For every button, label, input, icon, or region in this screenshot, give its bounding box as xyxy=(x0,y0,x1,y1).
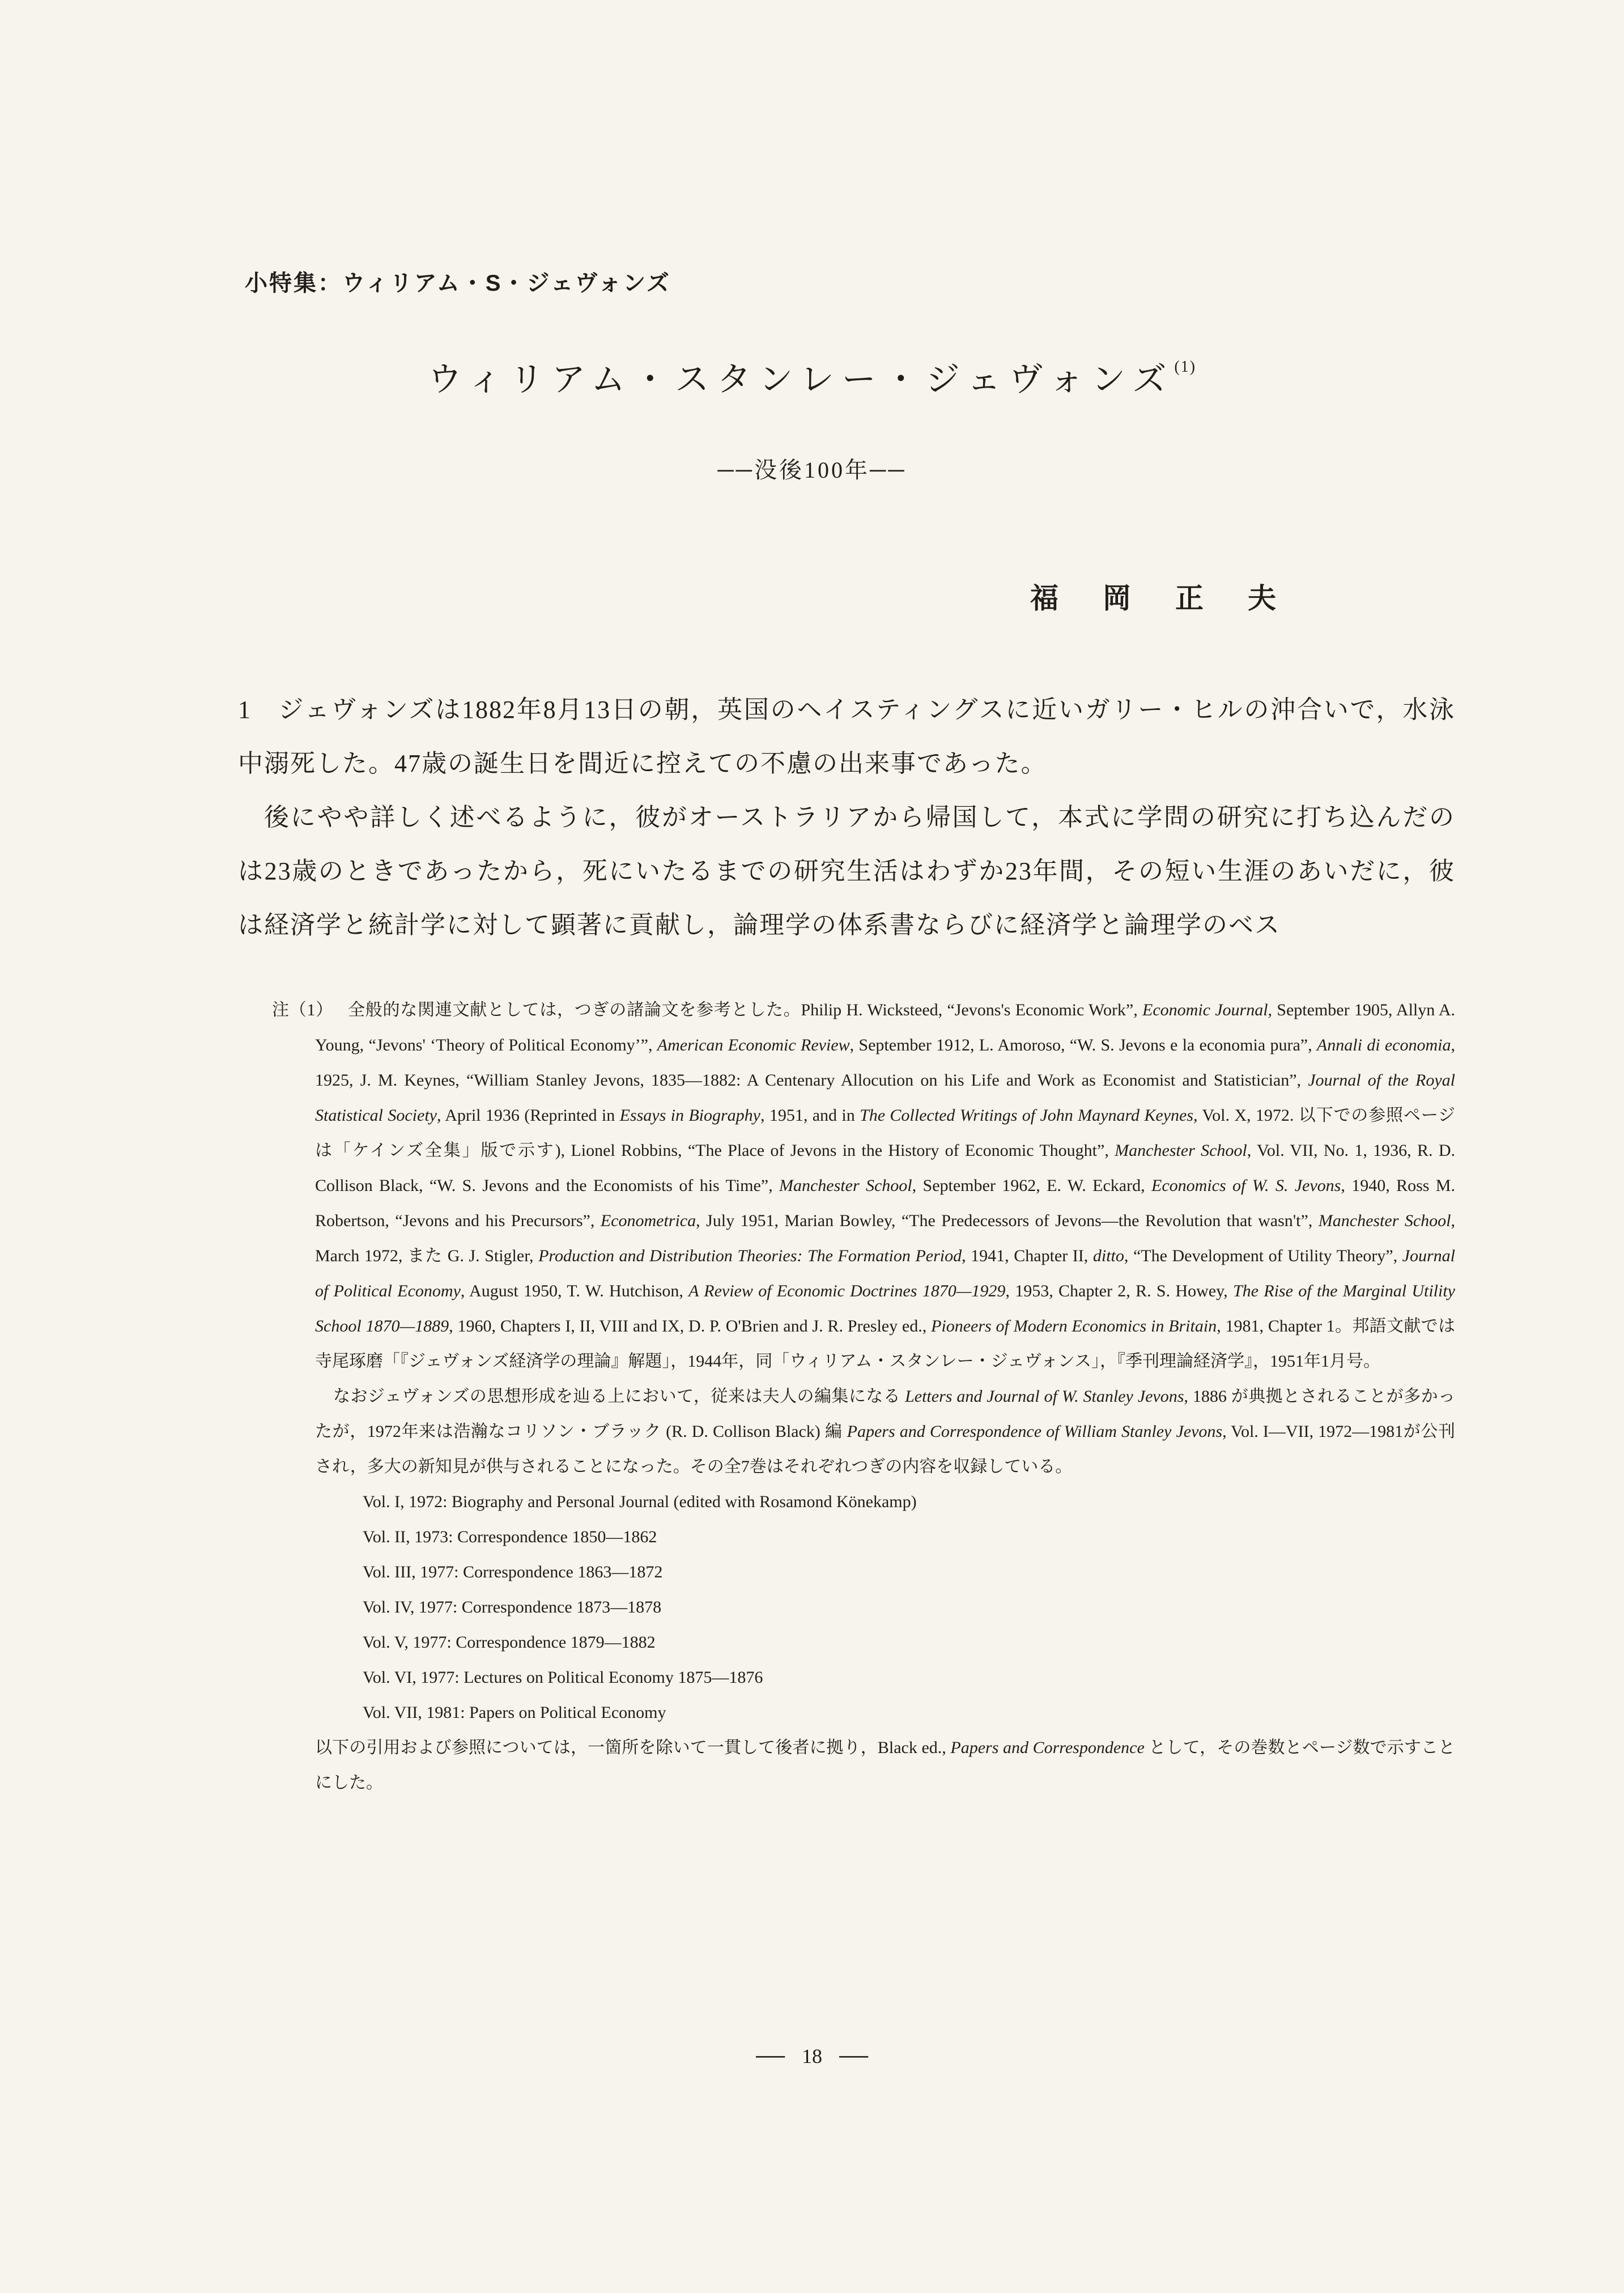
footnote-text: , 1953, Chapter 2, R. S. Howey, xyxy=(1005,1282,1233,1300)
footnote-text: なおジェヴォンズの思想形成を辿る上において，従来は夫人の編集になる xyxy=(333,1387,905,1406)
footnote-text: , April 1936 (Reprinted in xyxy=(436,1106,620,1125)
body-paragraph-1: 1 ジェヴォンズは1882年8月13日の朝，英国のヘイスティングスに近いガリー・ヒルの沖合いで，水泳中溺死した。47歳の誕生日を間近に控えての不慮の出来事であった。 xyxy=(238,696,1455,777)
cited-work-title: Journal of Political Economy xyxy=(315,1247,1455,1300)
cited-work-title: ditto xyxy=(1092,1247,1124,1265)
cited-work-title: Economic Journal xyxy=(1142,1001,1268,1019)
cited-work-title: The Collected Writings of John Maynard Keynes xyxy=(860,1106,1194,1125)
footnote-text: , 1886 が典拠とされることが多かったが，1972年来は浩瀚なコリソン・ブラック (R. D. Collison Black) 編 xyxy=(315,1387,1456,1441)
footnote-text: , 1941, Chapter II, xyxy=(962,1247,1093,1265)
series-header: 小特集：ウィリアム・S・ジェヴォンズ xyxy=(245,271,671,296)
cited-work-title: A Review of Economic Doctrines 1870—1929 xyxy=(688,1282,1006,1300)
footnote-text: , Vol. X, 1972. 以下での参照ページは「ケインズ全集」版で示す), Lionel Robbins, “The Place of Jevons in the History of Economic Thought”, xyxy=(315,1106,1456,1160)
cited-work-title: Papers and Correspondence of William Stanley Jevons xyxy=(847,1422,1223,1441)
cited-work-title: Production and Distribution Theories: The Formation Period xyxy=(538,1247,962,1265)
cited-work-title: Essays in Biography xyxy=(619,1106,760,1125)
footnote-block xyxy=(272,993,1455,1801)
body-text xyxy=(238,683,1455,952)
footnote-text: , July 1951, Marian Bowley, “The Predecessors of Jevons—the Revolution that wasn't”, xyxy=(696,1211,1319,1230)
volume-item: Vol. VII, 1981: Papers on Political Economy xyxy=(363,1703,666,1722)
article-title-row xyxy=(0,352,1624,401)
author-name: 福 岡 正 夫 xyxy=(1030,582,1284,614)
footnote-ref-superscript: (1) xyxy=(1174,358,1196,376)
footnote-text: , September 1912, L. Amoroso, “W. S. Jevons e la economia pura”, xyxy=(849,1036,1317,1054)
cited-work-title: Manchester School xyxy=(1318,1211,1451,1230)
footnote-text: , Vol. I—VII, 1972—1981が公刊され，多大の新知見が供与されることになった。その全7巻はそれぞれつぎの内容を収録している。 xyxy=(315,1422,1455,1476)
footnote-text: , 1960, Chapters I, II, VIII and IX, D. P. O'Brien and J. R. Presley ed., xyxy=(449,1317,932,1335)
footnote-text: , Vol. VII, No. 1, 1936, R. D. Collison Black, “W. S. Jevons and the Economists of his Time”, xyxy=(315,1141,1455,1195)
cited-work-title: Papers and Correspondence xyxy=(950,1738,1145,1757)
footnote-text: 全般的な関連文献としては，つぎの諸論文を参考とした。Philip H. Wicksteed, “Jevons's Economic Work”, xyxy=(348,1001,1142,1019)
footnote-paragraph-1 xyxy=(272,993,1455,1379)
footnote-text: として，その巻数とページ数で示すことにした。 xyxy=(315,1738,1455,1792)
footnote-text: , 1940, Ross M. Robertson, “Jevons and his Precursors”, xyxy=(315,1176,1455,1230)
article-subtitle: ──没後100年── xyxy=(717,457,907,483)
footnote-text: 以下の引用および参照については，一箇所を除いて一貫して後者に拠り，Black ed., xyxy=(315,1738,951,1757)
footnote-paragraph-2 xyxy=(272,1379,1455,1484)
cited-work-title: Econometrica xyxy=(600,1211,696,1230)
body-paragraph-2: 後にやや詳しく述べるように，彼がオーストラリアから帰国して，本式に学問の研究に打ち込んだのは23歳のときであったから，死にいたるまでの研究生活はわずか23年間，その短い生涯のあいだに，彼は経済学と統計学に対して顕著に貢献し，論理学の体系書ならびに経済学と論理学のベス xyxy=(238,803,1455,939)
volume-item: Vol. III, 1977: Correspondence 1863—1872 xyxy=(363,1563,663,1581)
volume-item: Vol. VI, 1977: Lectures on Political Economy 1875—1876 xyxy=(363,1668,763,1687)
article-title: ウィリアム・スタンレー・ジェヴォンズ xyxy=(428,361,1175,398)
footnote-paragraph-1-text xyxy=(315,1001,1455,1371)
volume-item: Vol. II, 1973: Correspondence 1850—1862 xyxy=(363,1528,657,1546)
footnote-text: , 1925, J. M. Keynes, “William Stanley Jevons, 1835—1882: A Centenary Allocution on his Life and Work as Economist and Statistician”, xyxy=(315,1036,1455,1090)
footnote-text: , August 1950, T. W. Hutchison, xyxy=(460,1282,689,1300)
volume-list xyxy=(272,1484,1455,1730)
footnote-text: , March 1972, また G. J. Stigler, xyxy=(315,1211,1455,1265)
volume-item: Vol. I, 1972: Biography and Personal Journal (edited with Rosamond Könekamp) xyxy=(363,1492,917,1511)
footnote-text: , 1951, and in xyxy=(760,1106,860,1125)
cited-work-title: Manchester School xyxy=(779,1176,912,1195)
footnote-text: , 1981, Chapter 1。邦語文献では寺尾琢磨「『ジェヴォンズ経済学の理論』解題」，1944年，同「ウィリアム・スタンレー・ジェヴォンス」，『季刊理論経済学』，1951年1月号。 xyxy=(315,1317,1455,1371)
footer-dash-left: ── xyxy=(755,2045,785,2067)
cited-work-title: Letters and Journal of W. Stanley Jevons xyxy=(905,1387,1184,1406)
footnote-text: , September 1962, E. W. Eckard, xyxy=(912,1176,1151,1195)
footnote-label: 注（1） xyxy=(272,1001,333,1019)
cited-work-title: Manchester School xyxy=(1115,1141,1247,1160)
footnote-text: , “The Development of Utility Theory”, xyxy=(1124,1247,1402,1265)
cited-work-title: Pioneers of Modern Economics in Britain xyxy=(931,1317,1217,1335)
cited-work-title: American Economic Review xyxy=(657,1036,850,1054)
footer-dash-right: ── xyxy=(839,2045,869,2067)
cited-work-title: Annali di economia xyxy=(1316,1036,1451,1054)
footnote-text: , September 1905, Allyn A. Young, “Jevons' ‘Theory of Political Economy’”, xyxy=(315,1001,1456,1054)
cited-work-title: The Rise of the Marginal Utility School 1870—1889 xyxy=(315,1282,1455,1335)
cited-work-title: Journal of the Royal Statistical Society xyxy=(315,1071,1455,1125)
cited-work-title: Economics of W. S. Jevons xyxy=(1151,1176,1341,1195)
page-footer xyxy=(0,2044,1624,2068)
volume-item: Vol. V, 1977: Correspondence 1879—1882 xyxy=(363,1633,656,1652)
footnote-closing xyxy=(272,1730,1455,1801)
page-number: 18 xyxy=(802,2045,822,2067)
volume-item: Vol. IV, 1977: Correspondence 1873—1878 xyxy=(363,1598,662,1616)
